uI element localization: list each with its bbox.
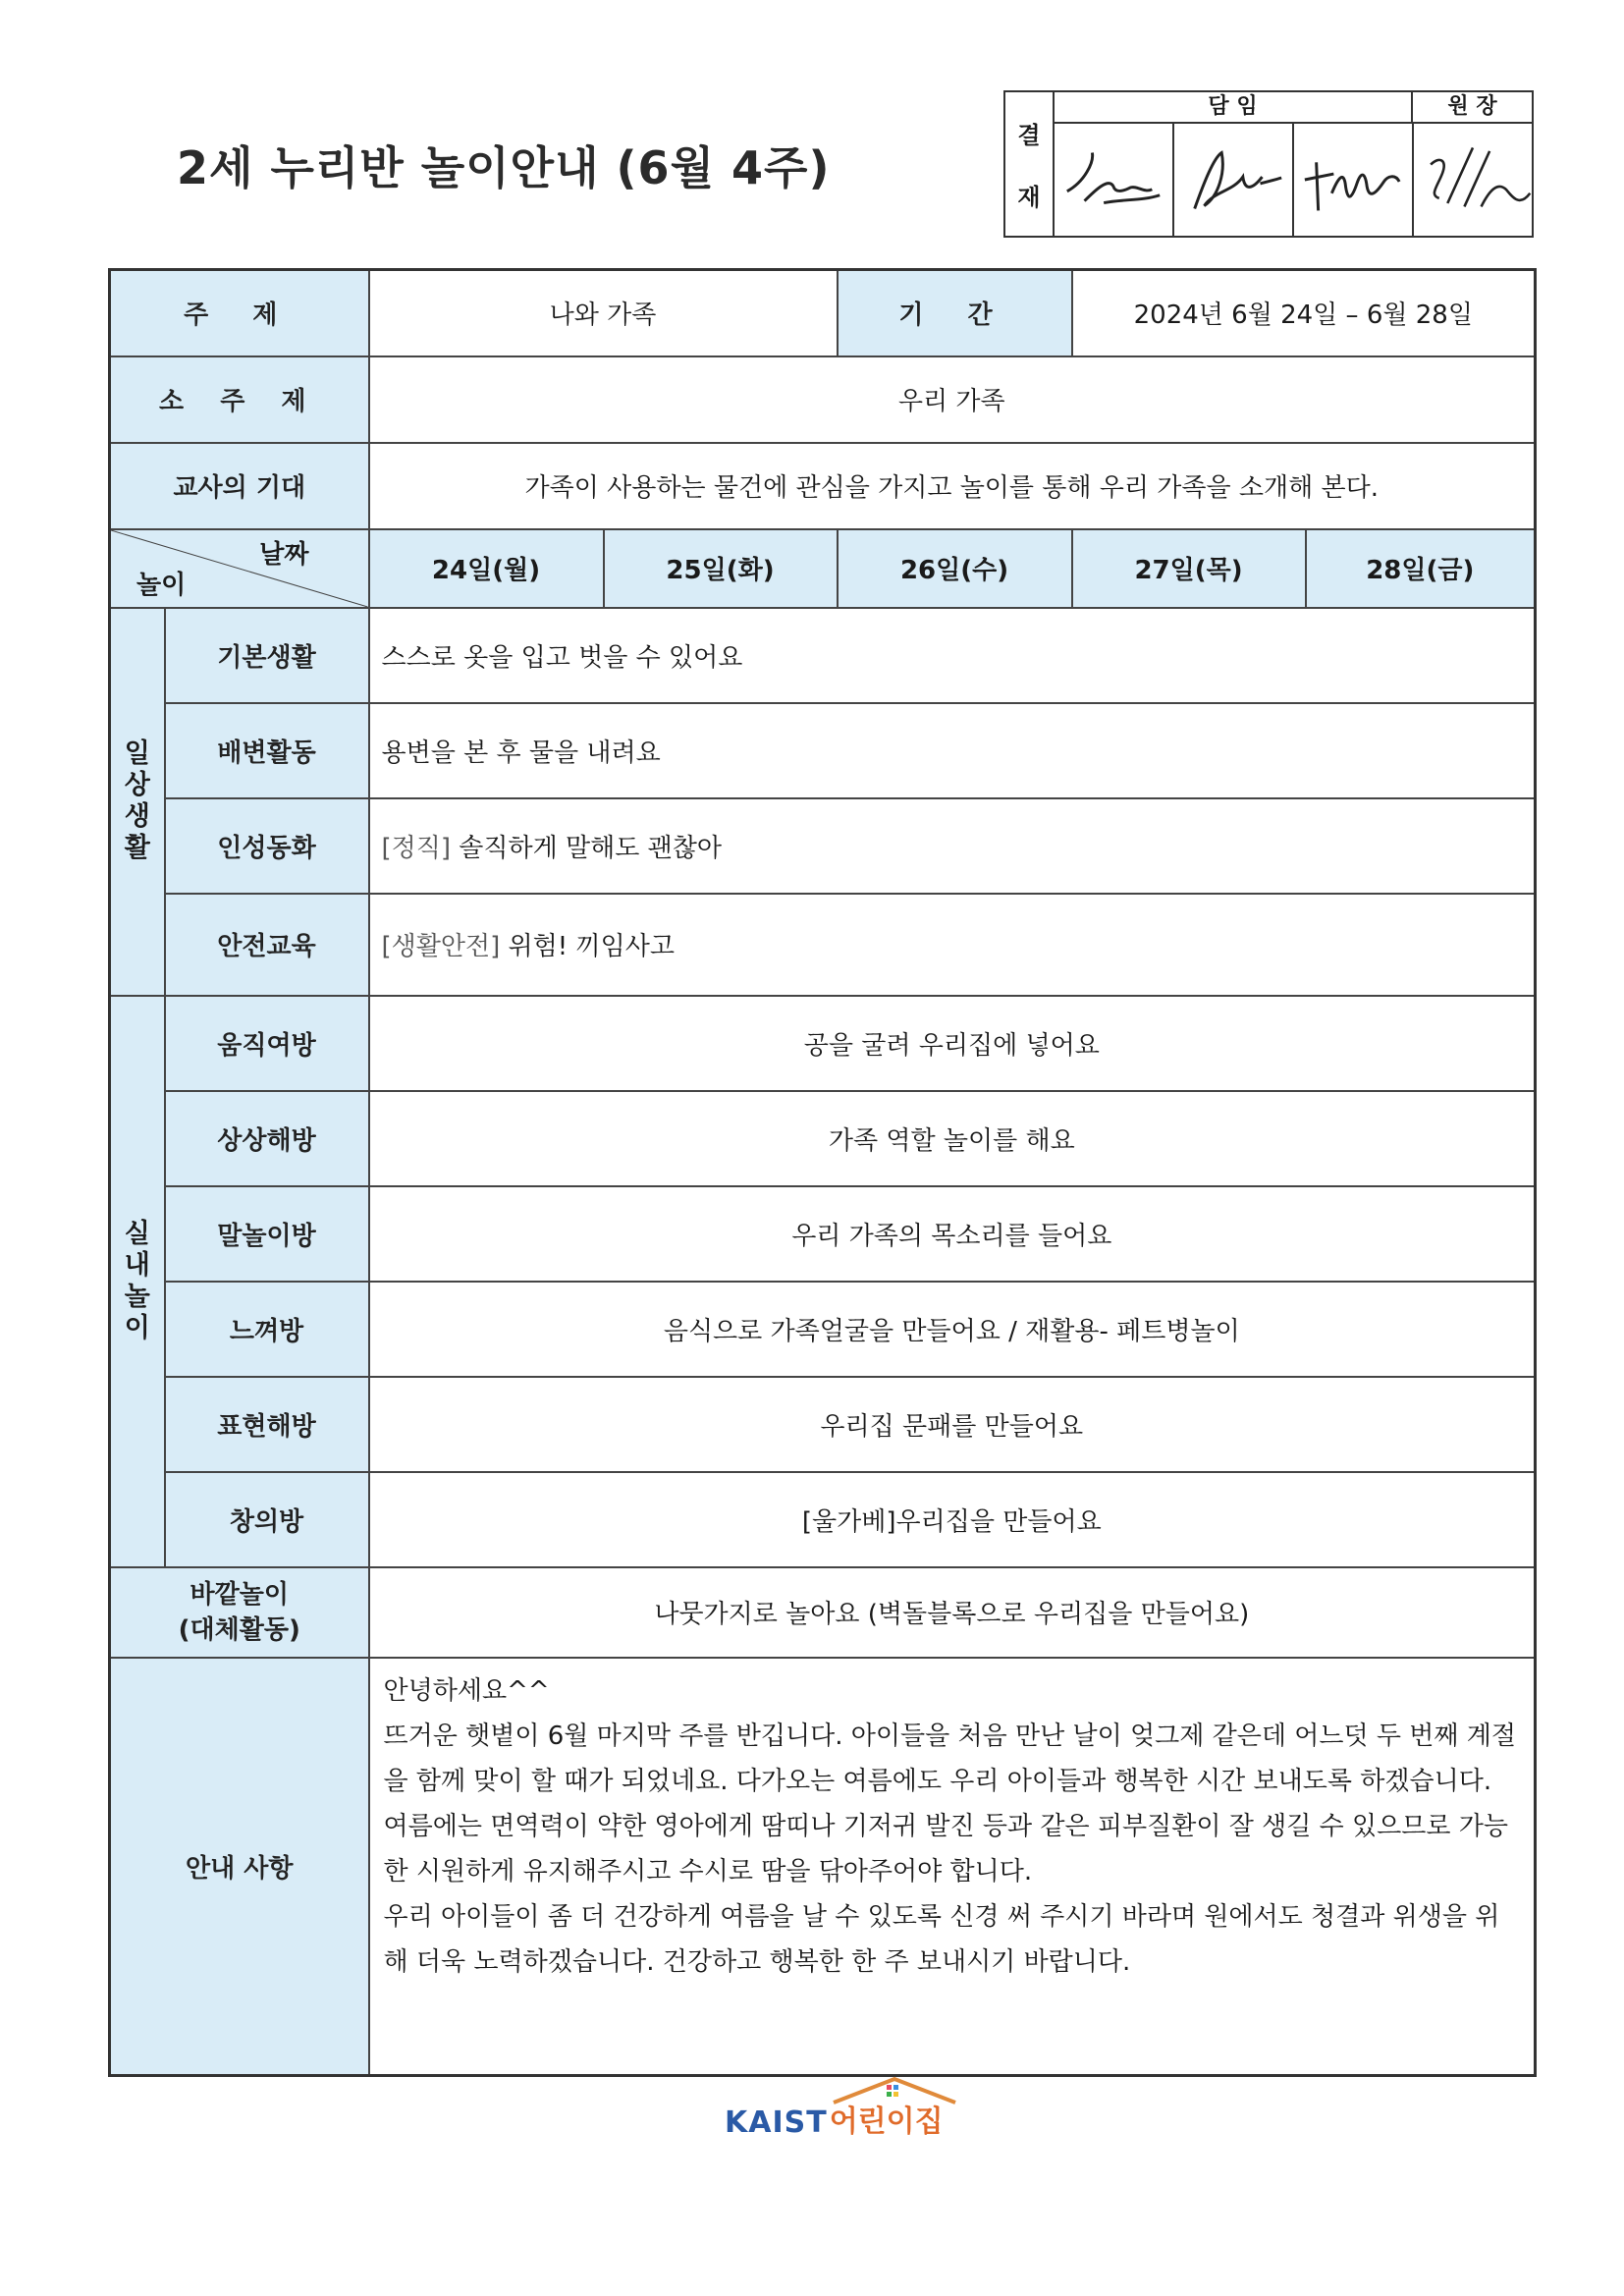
row-label: 안전교육 xyxy=(165,894,369,996)
signature-2 xyxy=(1174,124,1294,236)
row-label: 인성동화 xyxy=(165,798,369,894)
row-label: 창의방 xyxy=(165,1472,369,1567)
row-label: 말놀이방 xyxy=(165,1186,369,1282)
subtheme-label: 소 주 제 xyxy=(110,356,369,443)
row-value: 용변을 본 후 물을 내려요 xyxy=(369,703,1536,798)
theme-label: 주 제 xyxy=(110,270,369,356)
approval-label-bottom: 재 xyxy=(1017,184,1041,211)
outdoor-value: 나뭇가지로 놀아요 (벽돌블록으로 우리집을 만들어요) xyxy=(369,1567,1536,1658)
indoor-group-label: 실 내 놀 이 xyxy=(110,996,165,1567)
notice-line: 뜨거운 햇볕이 6월 마지막 주를 반깁니다. 아이들을 처음 만난 날이 엊그제 같은데 어느덧 두 번째 계절을 함께 맞이 할 때가 되었네요. 다가오는 여름에도 우리 아이들과 행복한 시간 보내도록 하겠습니다. xyxy=(383,1721,1516,1796)
day-header: 26일(수) xyxy=(838,529,1072,608)
play-label: 놀이 xyxy=(136,570,187,600)
row-value: 우리집 문패를 만들어요 xyxy=(369,1377,1536,1472)
row-label: 기본생활 xyxy=(165,608,369,703)
row-value: 음식으로 가족얼굴을 만들어요 / 재활용- 페트병놀이 xyxy=(369,1282,1536,1377)
date-play-header xyxy=(110,529,369,608)
signature-4 xyxy=(1414,124,1532,236)
plan-table xyxy=(108,268,1537,2077)
approval-head-director: 원 장 xyxy=(1447,94,1497,119)
logo-kaist-text: KAIST xyxy=(725,2105,828,2140)
day-header: 24일(월) xyxy=(369,529,604,608)
outdoor-label: 바깥놀이 (대체활동) xyxy=(110,1567,369,1658)
daily-life-group-label: 일 상 생 활 xyxy=(110,608,165,996)
approval-label-top: 결 xyxy=(1017,122,1041,149)
expectation-value: 가족이 사용하는 물건에 관심을 가지고 놀이를 통해 우리 가족을 소개해 본다. xyxy=(369,443,1536,529)
house-roof-icon xyxy=(826,2075,963,2105)
expectation-label: 교사의 기대 xyxy=(110,443,369,529)
notice-content xyxy=(369,1658,1536,2076)
day-header: 27일(목) xyxy=(1072,529,1306,608)
row-value: 우리 가족의 목소리를 들어요 xyxy=(369,1186,1536,1282)
notice-label: 안내 사항 xyxy=(110,1658,369,2076)
day-header: 28일(금) xyxy=(1306,529,1536,608)
row-value: [생활안전] 위험! 끼임사고 xyxy=(369,894,1536,996)
theme-value: 나와 가족 xyxy=(369,270,838,356)
row-value: 가족 역할 놀이를 해요 xyxy=(369,1091,1536,1186)
page-title: 2세 누리반 놀이안내 (6월 4주) xyxy=(177,141,831,194)
subtheme-value: 우리 가족 xyxy=(369,356,1536,443)
period-value: 2024년 6월 24일 – 6월 28일 xyxy=(1072,270,1536,356)
row-label: 움직여방 xyxy=(165,996,369,1091)
approval-box xyxy=(1003,90,1534,238)
notice-line: 여름에는 면역력이 약한 영아에게 땀띠나 기저귀 발진 등과 같은 피부질환이 잘 생길 수 있으므로 가능한 시원하게 유지해주시고 수시로 땀을 닦아주어야 합니다. xyxy=(383,1811,1508,1886)
row-label: 배변활동 xyxy=(165,703,369,798)
period-label: 기 간 xyxy=(838,270,1072,356)
row-label: 느껴방 xyxy=(165,1282,369,1377)
day-header: 25일(화) xyxy=(604,529,838,608)
kaist-kindergarten-logo xyxy=(725,2097,944,2140)
signature-3 xyxy=(1294,124,1414,236)
notice-line: 우리 아이들이 좀 더 건강하게 여름을 날 수 있도록 신경 써 주시기 바라며 원에서도 청결과 위생을 위해 더욱 노력하겠습니다. 건강하고 행복한 한 주 보내시기 바랍니다. xyxy=(383,1901,1500,1977)
row-label: 상상해방 xyxy=(165,1091,369,1186)
row-value: [정직] 솔직하게 말해도 괜찮아 xyxy=(369,798,1536,894)
logo-kinder-text: 어린이집 xyxy=(830,2097,944,2140)
approval-label xyxy=(1005,92,1055,236)
row-value: 스스로 옷을 입고 벗을 수 있어요 xyxy=(369,608,1536,703)
date-label: 날짜 xyxy=(259,539,309,570)
approval-head-teacher: 담 임 xyxy=(1055,92,1413,122)
row-value: 공을 굴려 우리집에 넣어요 xyxy=(369,996,1536,1091)
signature-1 xyxy=(1055,124,1174,236)
row-value: [울가베]우리집을 만들어요 xyxy=(369,1472,1536,1567)
notice-line: 안녕하세요^^ xyxy=(383,1675,550,1706)
row-label: 표현해방 xyxy=(165,1377,369,1472)
